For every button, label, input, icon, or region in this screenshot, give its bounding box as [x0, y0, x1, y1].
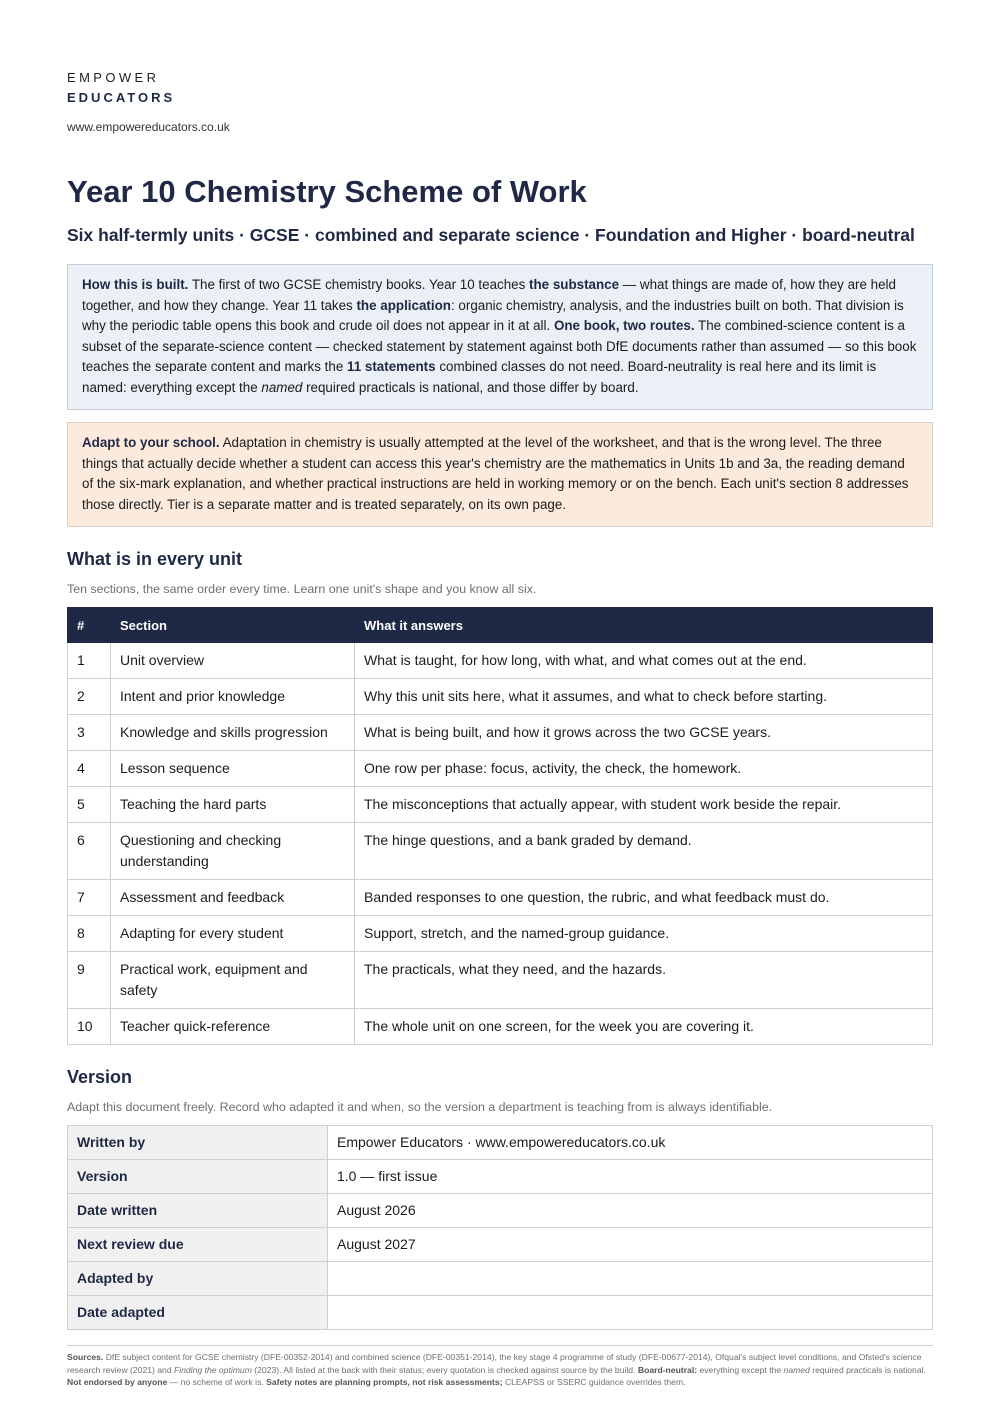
row-number: 10	[68, 1009, 111, 1045]
brand-line-2: EDUCATORS	[67, 90, 176, 105]
table-row	[68, 643, 933, 679]
row-section: Assessment and feedback	[111, 880, 355, 916]
intro-text: : organic chemistry, analysis, and the industries built on both. That division is why the periodic table opens this book and crude oil does not appear in it at all.	[82, 297, 904, 333]
sources-bold: Board-neutral:	[637, 1364, 698, 1375]
version-key: Adapted by	[68, 1262, 328, 1296]
sources-text: — no scheme of work is.	[167, 1377, 267, 1387]
header-number: #	[68, 608, 111, 643]
row-section: Teacher quick-reference	[111, 1009, 355, 1045]
version-row	[68, 1296, 933, 1330]
table-row	[68, 787, 933, 823]
row-section: Intent and prior knowledge	[111, 679, 355, 715]
row-section: Unit overview	[111, 643, 355, 679]
version-value	[328, 1262, 933, 1296]
table-row	[68, 715, 933, 751]
version-row	[68, 1126, 933, 1160]
version-value	[328, 1296, 933, 1330]
sources-footnote	[67, 1345, 933, 1389]
sources-italic: Finding the optimum	[174, 1364, 252, 1375]
intro-box	[67, 264, 933, 410]
sources-text: CLEAPSS or SSERC guidance overrides them.	[502, 1377, 686, 1387]
sources-text: (2023). All listed at the back with their status; every quotation is checked against source by the build.	[251, 1364, 638, 1375]
row-answer: What is being built, and how it grows across the two GCSE years.	[355, 715, 933, 751]
version-row	[68, 1194, 933, 1228]
version-row	[68, 1160, 933, 1194]
row-number: 3	[68, 715, 111, 751]
row-section: Questioning and checking understanding	[111, 823, 355, 880]
version-heading: Version	[67, 1067, 133, 1087]
intro-bold: the application	[356, 297, 451, 313]
row-answer: The practicals, what they need, and the hazards.	[355, 952, 933, 1009]
row-number: 4	[68, 751, 111, 787]
table-row	[68, 679, 933, 715]
version-key: Next review due	[68, 1228, 328, 1262]
sources-label: Sources.	[67, 1352, 104, 1362]
sources-text: required practicals is national.	[809, 1364, 926, 1375]
adapt-label: Adapt to your school.	[82, 435, 220, 450]
sources-text: DfE subject content for GCSE chemistry (DFE-00352-2014) and combined science (DFE-00351-2014), the key stage 4 programme of study (DFE-00677-2014), Ofqual's subject level conditions, and Ofsted's science research review (2021) and	[67, 1352, 922, 1375]
table-row	[68, 916, 933, 952]
version-key: Written by	[68, 1126, 328, 1160]
intro-text: — what things are made of, how they are held together, and how they change. Year 11 takes	[82, 277, 896, 313]
table-header-row	[68, 608, 933, 643]
row-number: 8	[68, 916, 111, 952]
intro-italic: named	[261, 379, 303, 395]
row-number: 9	[68, 952, 111, 1009]
row-number: 7	[68, 880, 111, 916]
version-row	[68, 1228, 933, 1262]
sections-table	[67, 607, 933, 1045]
intro-text: required practicals is national, and those differ by board.	[302, 379, 639, 395]
version-key: Version	[68, 1160, 328, 1194]
page-subtitle: Six half-termly units · GCSE · combined and separate science · Foundation and Higher · board-neutral	[67, 225, 915, 245]
intro-text: The first of two GCSE chemistry books. Year 10 teaches	[188, 277, 530, 292]
brand-logo	[67, 0, 933, 107]
row-number: 1	[68, 643, 111, 679]
row-answer: Support, stretch, and the named-group guidance.	[355, 916, 933, 952]
row-section: Practical work, equipment and safety	[111, 952, 355, 1009]
version-key: Date adapted	[68, 1296, 328, 1330]
sources-bold: Not endorsed by anyone	[67, 1377, 168, 1387]
intro-text: combined classes do not need. Board-neutrality is real here and its limit is named: everything except the	[82, 359, 877, 395]
version-value: 1.0 — first issue	[328, 1160, 933, 1194]
row-answer: The hinge questions, and a bank graded by demand.	[355, 823, 933, 880]
adapt-box	[67, 422, 933, 527]
version-value: Empower Educators · www.empowereducators.co.uk	[328, 1126, 933, 1160]
row-section: Lesson sequence	[111, 751, 355, 787]
header-answers: What it answers	[355, 608, 933, 643]
every-unit-heading: What is in every unit	[67, 549, 243, 569]
version-value: August 2026	[328, 1194, 933, 1228]
intro-bold: the substance	[529, 277, 620, 292]
table-row	[68, 751, 933, 787]
table-row	[68, 880, 933, 916]
intro-text: The combined-science content is a subset of the separate-science content — checked statement by statement against both DfE documents rather than assumed — so this book teaches the separate content and marks the	[82, 318, 917, 374]
row-answer: One row per phase: focus, activity, the check, the homework.	[355, 751, 933, 787]
row-number: 2	[68, 679, 111, 715]
intro-bold: One book, two routes.	[553, 318, 695, 333]
intro-label: How this is built.	[82, 277, 189, 292]
version-note: Adapt this document freely. Record who adapted it and when, so the version a department is teaching from is always identifiable.	[67, 1100, 773, 1114]
sources-bold: Safety notes are planning prompts, not risk assessments;	[266, 1377, 503, 1387]
version-key: Date written	[68, 1194, 328, 1228]
page-title: Year 10 Chemistry Scheme of Work	[67, 174, 587, 209]
row-answer: The misconceptions that actually appear, with student work beside the repair.	[355, 787, 933, 823]
row-section: Adapting for every student	[111, 916, 355, 952]
row-number: 5	[68, 787, 111, 823]
table-row	[68, 1009, 933, 1045]
row-answer: The whole unit on one screen, for the week you are covering it.	[355, 1009, 933, 1045]
brand-line-1: EMPOWER	[67, 70, 160, 85]
row-answer: What is taught, for how long, with what, and what comes out at the end.	[355, 643, 933, 679]
version-row	[68, 1262, 933, 1296]
row-answer: Why this unit sits here, what it assumes, and what to check before starting.	[355, 679, 933, 715]
header-section: Section	[111, 608, 355, 643]
table-row	[68, 823, 933, 880]
brand-url: www.empowereducators.co.uk	[67, 120, 230, 134]
adapt-text: Adaptation in chemistry is usually attempted at the level of the worksheet, and that is the wrong level. The three things that actually decide whether a student can access this year's chemistry are the mathematics in Units 1b and 3a, the reading demand of the six-mark explanation, and whether practical instructions are held in working memory or on the bench. Each unit's section 8 addresses those directly. Tier is a separate matter and is treated separately, on its own page.	[82, 435, 909, 512]
row-answer: Banded responses to one question, the rubric, and what feedback must do.	[355, 880, 933, 916]
version-value: August 2027	[328, 1228, 933, 1262]
row-section: Knowledge and skills progression	[111, 715, 355, 751]
table-row	[68, 952, 933, 1009]
every-unit-note: Ten sections, the same order every time. Learn one unit's shape and you know all six.	[67, 582, 537, 596]
sources-text: everything except the	[697, 1364, 784, 1375]
row-section: Teaching the hard parts	[111, 787, 355, 823]
intro-bold: 11 statements	[347, 359, 436, 374]
sources-italic: named	[783, 1364, 810, 1375]
row-number: 6	[68, 823, 111, 880]
version-table	[67, 1125, 933, 1330]
